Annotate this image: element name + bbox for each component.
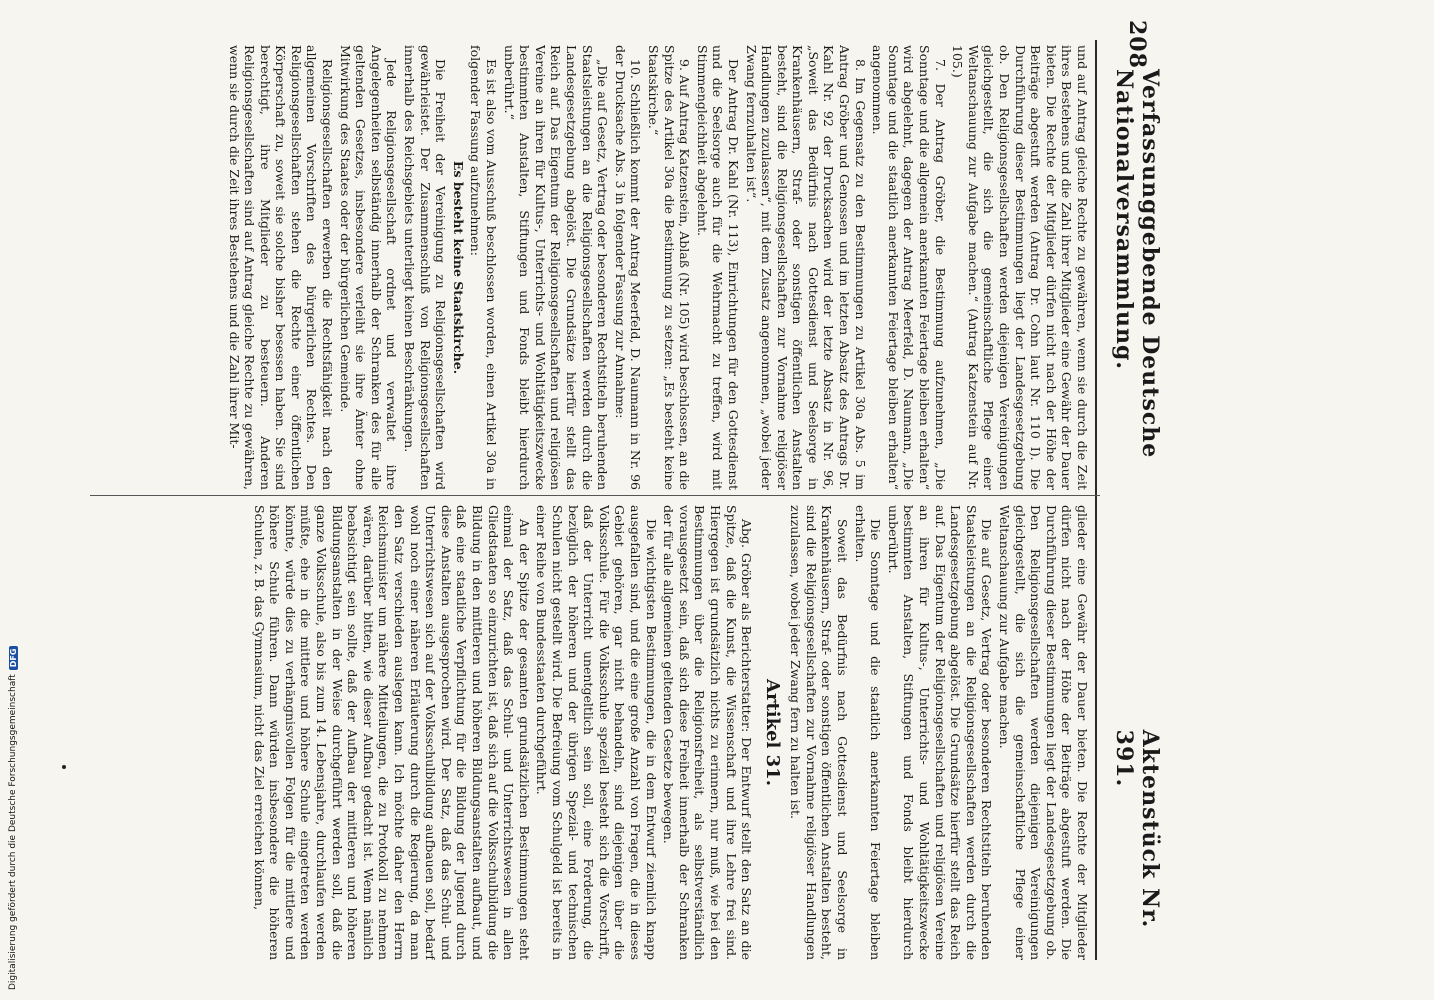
paragraph: Religionsgesellschaften erwerben die Rechtsfähigkeit nach den allgemeinen Vorschriften des bürgerlichen Rechtes. Den Religionsgesellschaften stehen die Rechte einer öffentlichen Körperschaft zu, soweit sie solche bisher besessen haben. Sie sind berechtigt, ihre Mitglieder zu besteuern. Anderen Religionsgesellschaften sind auf Antrag gleiche Rechte zu gewähren, wenn sie durch die Zeit ihres Bestehens und die Zahl ihrer Mit-: [226, 45, 336, 490]
paragraph: glieder eine Gewähr der Dauer bieten. Die Rechte der Mitglieder dürfen nicht nach der Höhe der Beiträge abgestuft werden. Die Durchführung dieser Bestimmungen liegt der Landesgesetzgebung ob. Den Religionsgesellschaften werden diejenigen Vereinigungen gleichgestellt, die sich die gemeinschaftliche Pflege einer Weltanschauung zur Aufgabe machen.: [997, 505, 1090, 960]
paragraph: Der Antrag Dr. Kahl (Nr. 113), Einrichtungen für den Gottesdienst und die Seelsorge auch für die Wehrmacht zu treffen, wird mit Stimmengleichheit abgelehnt.: [694, 45, 741, 490]
credit-text: Digitalisierung gefördert durch die Deutsche Forschungsgemeinschaft: [8, 674, 18, 990]
paragraph: Abg. Gröber als Berichterstatter: Der Entwurf stellt den Satz an die Spitze, daß die Kunst, die Wissenschaft und ihre Lehre frei sind. Hiergegen ist grundsätzlich nichts zu erinnern, nur muß, wie bei den Bestimmungen über die Religionsfreiheit, als selbstverständlich vorausgesetzt sein, daß sich diese Freiheit innerhalb der Schranken der für alle allgemeinen geltenden Gesetze bewegen.: [661, 505, 755, 960]
page-header: [1111, 20, 1163, 980]
paragraph-centered: Es besteht keine Staatskirche.: [450, 160, 466, 375]
paragraph: und auf Antrag gleiche Rechte zu gewähren, wenn sie durch die Zeit ihres Bestehens und die Zahl ihrer Mitglieder eine Gewähr der Dauer bieten. Die Rechte der Mitglieder dürfen nicht nach der Höhe der Beiträge abgestuft werden (Antrag Dr. Cohn laut Nr. 110 I). Die Durchführung dieser Bestimmungen liegt der Landesgesetzgebung ob. Den Religionsgesellschaften werden diejenigen Vereinigungen gleichgestellt, die sich die gemeinschaftliche Pflege einer Weltanschauung zur Aufgabe machen.“ (Antrag Katzenstein auf Nr. 105.): [950, 45, 1090, 490]
paragraph: Soweit das Bedürfnis nach Gottesdienst und Seelsorge in Krankenhäusern, Straf- oder sonstigen öffentlichen Anstalten besteht, sind die Religionsgesellschaften zur Vornahme religiöser Handlungen zuzulassen, wobei jeder Zwang fern zu halten ist.: [788, 505, 851, 960]
paragraph: Die auf Gesetz, Vertrag oder besonderen Rechtstiteln beruhenden Staatsleistungen an die Religionsgesellschaften werden durch die Landesgesetzgebung abgelöst. Die Grundsätze hierfür stellt das Reich auf. Das Eigentum der Religionsgesellschaften und religiösen Vereine an ihren für Kultus-, Unterrichts- und Wohltätigkeitszwecke bestimmten Anstalten, Stiftungen und Fonds bleibt hierdurch unberührt.: [885, 505, 995, 960]
column-top-left: [95, 45, 1090, 490]
paragraph: 7. Der Antrag Gröber, die Bestimmung aufzunehmen, „Die Sonntage und die allgemein anerkannten Feiertage bleiben erhalten“ wird abgelehnt, dagegen der Antrag Meerfeld, D. Naumann, „Die Sonntage und die staatlich anerkannten Feiertage bleiben erhalten“ angenommen.: [870, 45, 948, 490]
paragraph: Die wichtigsten Bestimmungen, die in dem Entwurf ziemlich knapp ausgefallen sind, und die eine große Anzahl von Fragen, die in dieses Gebiet gehören, gar nicht behandeln, sind diejenigen über die Volksschule. Für die Volksschule speziell besteht sich die Vorschrift, daß der Unterricht unentgeltlich sein soll, eine Forderung, die bezüglich der höheren und der übrigen Spezial- und technischen Schulen nicht gestellt wird. Die Befreiung vom Schulgeld ist bereits in einer Reihe von Bundesstaaten durchgeführt.: [534, 505, 659, 960]
paragraph: 10. Schließlich kommt der Antrag Meerfeld, D. Naumann in Nr. 96 der Drucksache Abs. 3 in folgender Fassung zur Annahme:: [612, 45, 644, 490]
paragraph: Es ist also vom Ausschuß beschlossen worden, einen Artikel 30a in folgender Fassung aufzunehmen:: [468, 45, 500, 490]
paragraph: Die Freiheit der Vereinigung zu Religionsgesellschaften wird gewährleistet. Der Zusammenschluß von Religionsgesellschaften innerhalb des Reichsgebiets unterliegt keinen Beschränkungen.: [402, 45, 449, 490]
page-number: 208: [1124, 20, 1150, 69]
column-separator: [90, 495, 1100, 496]
paragraph: Jede Religionsgesellschaft ordnet und verwaltet ihre Angelegenheiten selbständig innerhalb der Schranken des für alle geltenden Gesetzes, insbesondere verleiht sie ihre Ämter ohne Mitwirkung des Staates oder der bürgerlichen Gemeinde.: [337, 45, 400, 490]
digitization-credit: [8, 646, 18, 990]
column-bottom: [95, 505, 1090, 960]
header-rule: [1095, 40, 1097, 960]
attachment-number: Aktenstück Nr. 391.: [1111, 729, 1163, 929]
article-heading: Artikel 31.: [761, 679, 783, 786]
paragraph: „Die auf Gesetz, Vertrag oder besonderen Rechtstiteln beruhenden Staatsleistungen an die Religionsgesellschaften werden durch die Landesgesetzgebung abgelöst. Die Grundsätze hierfür stellt das Reich auf. Das Eigentum der Religionsgesellschaften und religiösen Vereine an ihren für Kultus-, Unterrichts- und Wohltätigkeitszwecke bestimmten Anstalten, Stiftungen und Fonds bleibt hierdurch unberührt.“: [501, 45, 611, 490]
dfg-logo: DFG: [9, 646, 18, 671]
paragraph: 9. Auf Antrag Katzenstein, Ablaß (Nr. 105) wird beschlossen, an die Spitze des Artikel 30a die Bestimmung zu setzen: „Es besteht keine Staatskirche.“: [645, 45, 693, 490]
paragraph: Die Sonntage und die staatlich anerkannten Feiertage bleiben erhalten.: [852, 505, 884, 960]
paragraph: An der Spitze der gesamten grundsätzlichen Bestimmungen steht einmal der Satz, daß das Schul- und Unterrichtswesen in allen Gliedstaaten so einzurichten ist, daß sich auf die Volksschulbildung die Bildung in den mittleren und höheren Bildungsanstalten aufbaut, und daß eine staatliche Verpflichtung für die Bildung der Jugend durch diese Anstalten ausgesprochen wird. Der Satz, daß das Schul- und Unterrichtswesen sich auf der Volksschulbildung aufbauen soll, bedarf wohl noch einer näheren Erläuterung durch die Regierung, da man den Satz verschieden auslegen kann. Ich möchte daher den Herrn Reichsminister um nähere Mitteilungen, die zu Protokoll zu nehmen wären, darüber bitten, wie dieser Aufbau gedacht ist. Wenn nämlich beabsichtigt sein sollte, daß der Aufbau der mittleren und höheren Bildungsanstalten in der Weise durchgeführt werden soll, daß die ganze Volksschule, also bis zum 14. Lebensjahre, durchlaufen werden müßte, ehe in die mittlere und höhere Schule eingetreten werden könnte, würde dies zu verhängnisvollen Folgen für die mittlere und höhere Schule führen. Dann würden insbesondere die höheren Schulen, z. B. das Gymnasium, nicht das Ziel erreichen können,: [251, 505, 532, 960]
scan-speck: [62, 765, 66, 769]
page-title: Verfassunggebende Deutsche Nationalversammlung.: [1111, 68, 1163, 459]
paragraph: 8. Im Gegensatz zu den Bestimmungen zu Artikel 30a Abs. 5 im Antrag Gröber und Genossen und im letzten Absatz des Antrags Dr. Kahl Nr. 92 der Drucksachen wird der letzte Absatz in Nr. 96, „Soweit das Bedürfnis nach Gottesdienst und Seelsorge in Krankenhäusern, Straf- oder sonstigen öffentlichen Anstalten besteht, sind die Religionsgesellschaften zur Vornahme religiöser Handlungen zuzulassen“, mit dem Zusatz angenommen, „wobei jeder Zwang fernzuhalten ist“.: [743, 45, 868, 490]
